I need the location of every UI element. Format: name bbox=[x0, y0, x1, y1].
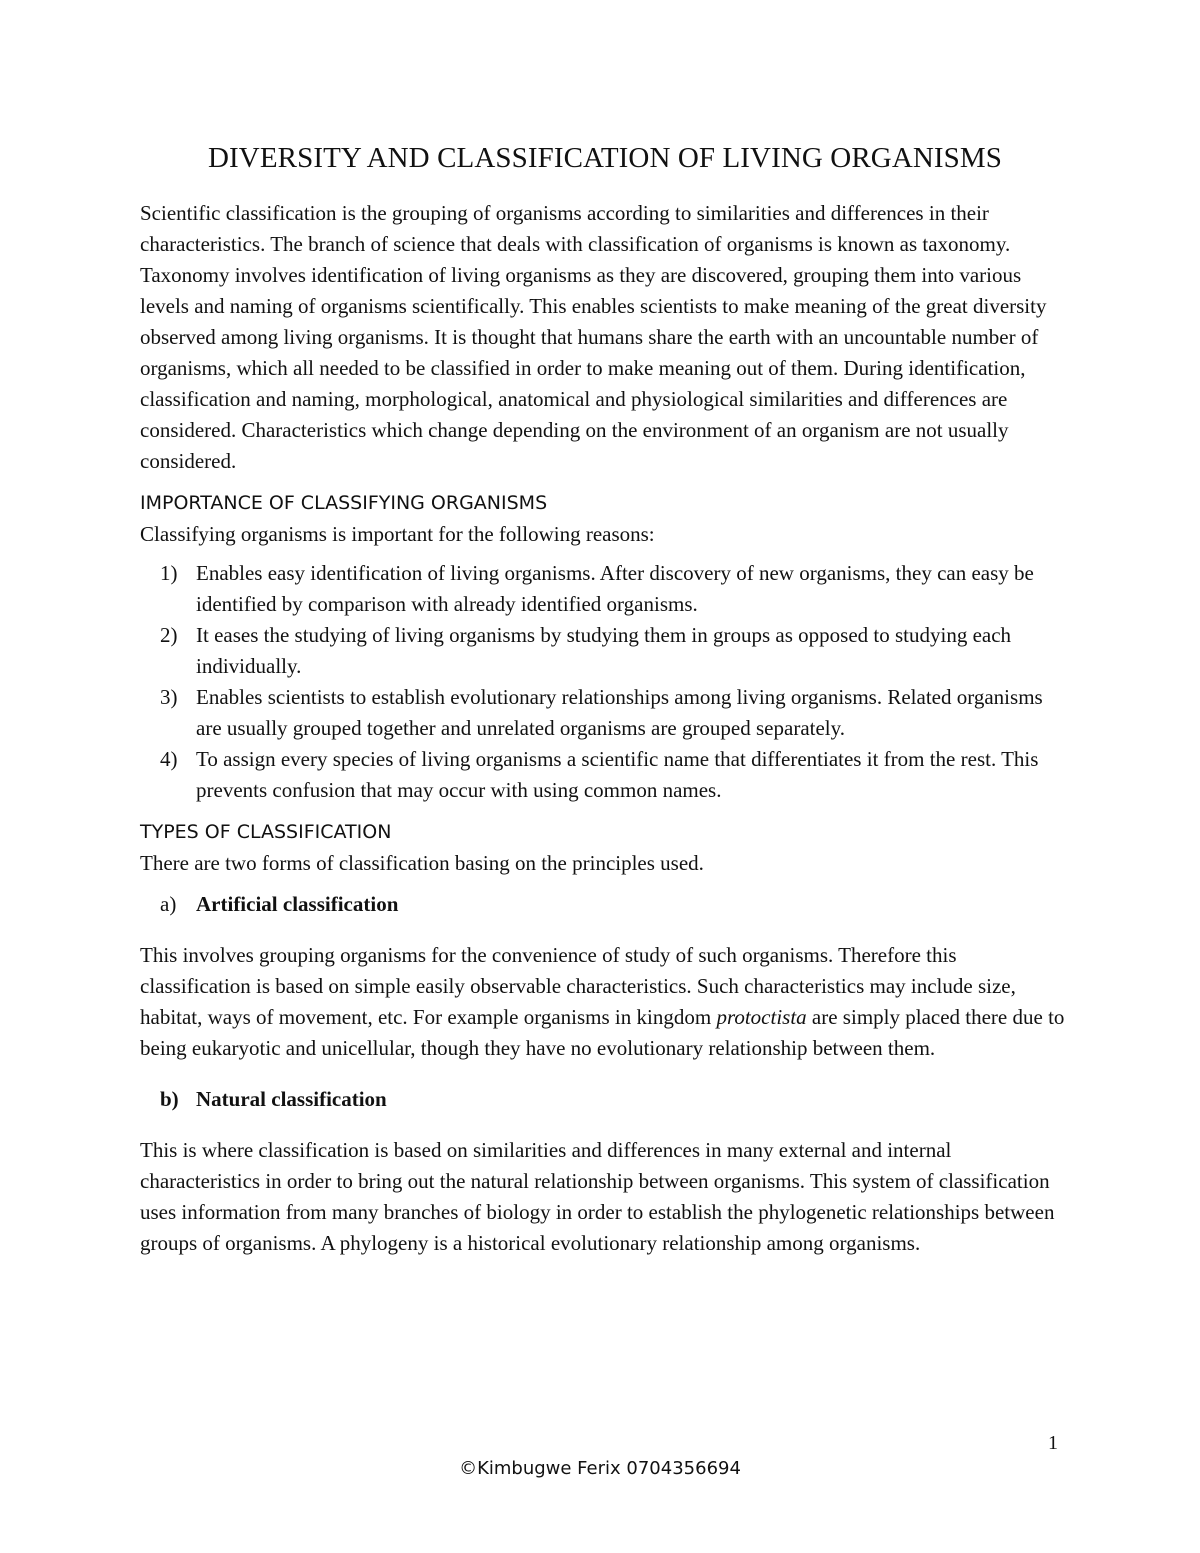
intro-paragraph-2: Taxonomy involves identification of living organisms as they are discovered, grouping them into various levels and naming of organisms scientifically. This enables scientists to make meaning of the great diversity observed among living organisms. It is thought that humans share the earth with an uncountable number of organisms, which all needed to be classified in order to make meaning out of them. During identification, classification and naming, morphological, anatomical and physiological similarities and differences are considered. Characteristics which change depending on the environment of an organism are not usually considered. bbox=[140, 263, 1047, 473]
sub-heading-letter: b) bbox=[160, 1087, 179, 1111]
types-lead: There are two forms of classification basing on the principles used. bbox=[140, 851, 704, 875]
list-item bbox=[140, 558, 1070, 620]
list-item-text: Enables easy identification of living organisms. After discovery of new organisms, they can easy be identified by comparison with already identified organisms. bbox=[196, 561, 1034, 616]
sub-heading-title: Artificial classification bbox=[196, 892, 399, 916]
artificial-text-before: This involves grouping organisms for the convenience of study of such organisms. Therefore this classification is based on simple easily observable characteristics. Such characteristics may include size, habitat, ways of movement, etc. For example organisms in kingdom bbox=[140, 943, 1016, 1029]
types-heading: TYPES OF CLASSIFICATION bbox=[140, 821, 392, 843]
list-item-number: 2) bbox=[160, 623, 178, 647]
artificial-classification-heading bbox=[140, 889, 1070, 920]
sub-heading-letter: a) bbox=[160, 892, 177, 916]
list-item-text: To assign every species of living organisms a scientific name that differentiates it from the rest. This prevents confusion that may occur with using common names. bbox=[196, 747, 1039, 802]
list-item-text: Enables scientists to establish evolutionary relationships among living organisms. Related organisms are usually grouped together and unrelated organisms are grouped separately. bbox=[196, 685, 1043, 740]
list-item-number: 3) bbox=[160, 685, 178, 709]
footer-copyright: ©Kimbugwe Ferix 0704356694 bbox=[459, 1458, 741, 1479]
intro-paragraph-1: Scientific classification is the grouping of organisms according to similarities and differences in their characteristics. The branch of science that deals with classification of organisms is known as taxonomy. bbox=[140, 201, 1011, 256]
list-item-number: 1) bbox=[160, 561, 178, 585]
list-item bbox=[140, 620, 1070, 682]
list-item bbox=[140, 744, 1070, 806]
list-item-text: It eases the studying of living organisms by studying them in groups as opposed to studying each individually. bbox=[196, 623, 1012, 678]
sub-heading-title: Natural classification bbox=[196, 1087, 387, 1111]
page-number: 1 bbox=[1048, 1432, 1058, 1454]
natural-classification-paragraph: This is where classification is based on similarities and differences in many external and internal characteristics in order to bring out the natural relationship between organisms. This system of classification uses information from many branches of biology in order to establish the phylogenetic relationships between groups of organisms. A phylogeny is a historical evolutionary relationship among organisms. bbox=[140, 1138, 1055, 1255]
page-content bbox=[140, 138, 1070, 1259]
artificial-italic-term: protoctista bbox=[716, 1005, 807, 1029]
natural-classification-heading bbox=[140, 1084, 1070, 1115]
artificial-text-after: are simply placed there due to being eukaryotic and unicellular, though they have no evolutionary relationship between them. bbox=[140, 1005, 1065, 1060]
importance-list bbox=[140, 558, 1070, 806]
document-title: DIVERSITY AND CLASSIFICATION OF LIVING ORGANISMS bbox=[207, 142, 1003, 174]
list-item-number: 4) bbox=[160, 747, 178, 771]
list-item bbox=[140, 682, 1070, 744]
importance-lead: Classifying organisms is important for the following reasons: bbox=[140, 522, 655, 546]
importance-heading: IMPORTANCE OF CLASSIFYING ORGANISMS bbox=[140, 492, 548, 514]
artificial-classification-paragraph bbox=[140, 940, 1070, 1064]
